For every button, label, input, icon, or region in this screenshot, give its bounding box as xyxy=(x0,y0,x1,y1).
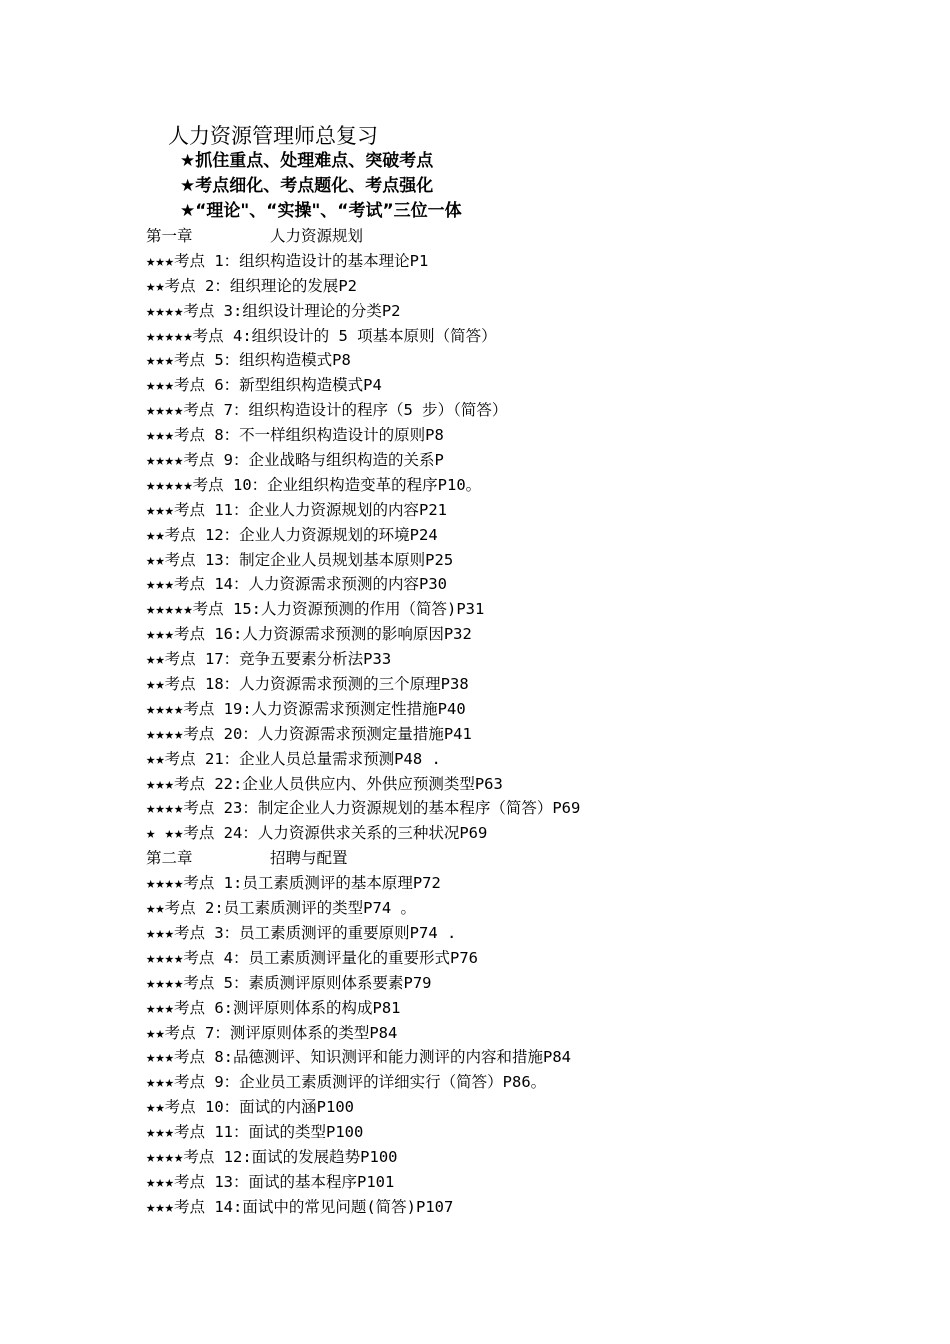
exam-point-item: ★★★★考点 23：制定企业人力资源规划的基本程序（简答）P69 xyxy=(146,799,581,818)
exam-point-item: ★★★考点 22:企业人员供应内、外供应预测类型P63 xyxy=(146,774,503,793)
exam-point-item: ★★★考点 11：面试的类型P100 xyxy=(146,1123,364,1142)
exam-point-item: ★★★★考点 12:面试的发展趋势P100 xyxy=(146,1147,398,1166)
exam-point-item: ★★考点 10：面试的内涵P100 xyxy=(146,1098,354,1117)
document-title: 人力资源管理师总复习 xyxy=(168,124,378,148)
chapter-heading xyxy=(146,846,936,871)
chapter-name: 人力资源规划 xyxy=(270,227,364,245)
exam-point-item: ★★★考点 14:面试中的常见问题(简答)P107 xyxy=(146,1197,454,1216)
exam-point-item: ★★考点 18：人力资源需求预测的三个原理P38 xyxy=(146,675,469,694)
exam-point-item: ★★★考点 3：员工素质测评的重要原则P74 . xyxy=(146,923,457,942)
exam-point-item: ★★★★考点 3:组织设计理论的分类P2 xyxy=(146,301,401,320)
exam-point-item: ★★考点 12：企业人力资源规划的环境P24 xyxy=(146,525,438,544)
slogan-line: ★考点细化、考点题化、考点强化 xyxy=(180,176,434,196)
exam-point-item: ★★★考点 14：人力资源需求预测的内容P30 xyxy=(146,575,447,594)
exam-point-item: ★★★★考点 1:员工素质测评的基本原理P72 xyxy=(146,874,441,893)
exam-point-item: ★★★考点 8:品德测评、知识测评和能力测评的内容和措施P84 xyxy=(146,1048,571,1067)
exam-point-item: ★★考点 13：制定企业人员规划基本原则P25 xyxy=(146,550,454,569)
exam-point-item: ★★考点 17：竞争五要素分析法P33 xyxy=(146,650,392,669)
chapter-name: 招聘与配置 xyxy=(270,849,348,868)
exam-point-item: ★★★★考点 5：素质测评原则体系要素P79 xyxy=(146,973,432,992)
exam-point-item: ★★★★★考点 4:组织设计的 5 项基本原则（简答） xyxy=(146,326,497,345)
exam-point-item: ★★★★考点 7：组织构造设计的程序（5 步）（简答） xyxy=(146,401,508,420)
exam-point-item: ★★★考点 8：不一样组织构造设计的原则P8 xyxy=(146,426,444,445)
exam-point-item: ★★考点 21：企业人员总量需求预测P48 . xyxy=(146,749,441,768)
exam-point-item: ★★★考点 13：面试的基本程序P101 xyxy=(146,1172,395,1191)
exam-point-item: ★★★考点 16:人力资源需求预测的影响原因P32 xyxy=(146,625,472,644)
exam-point-item: ★★★考点 1：组织构造设计的基本理论P1 xyxy=(146,251,429,270)
slogan-line: ★“理论"、“实操"、“考试”三位一体 xyxy=(180,201,462,221)
chapter-number: 第一章 xyxy=(146,227,193,245)
exam-point-item: ★★★★考点 4：员工素质测评量化的重要形式P76 xyxy=(146,948,478,967)
outline-body xyxy=(146,224,936,1220)
exam-point-item: ★★★★考点 9：企业战略与组织构造的关系P xyxy=(146,451,444,470)
exam-point-item: ★★考点 2:员工素质测评的类型P74 。 xyxy=(146,899,416,918)
exam-point-item: ★★★考点 6:测评原则体系的构成P81 xyxy=(146,998,401,1017)
slogan-list xyxy=(180,149,462,224)
exam-point-item: ★★考点 7：测评原则体系的类型P84 xyxy=(146,1023,398,1042)
exam-point-item: ★★★考点 5：组织构造模式P8 xyxy=(146,351,351,370)
exam-point-item: ★★考点 2：组织理论的发展P2 xyxy=(146,276,357,295)
exam-point-item: ★★★考点 9：企业员工素质测评的详细实行（简答）P86。 xyxy=(146,1073,547,1092)
exam-point-item: ★ ★★考点 24：人力资源供求关系的三种状况P69 xyxy=(146,824,488,843)
exam-point-item: ★★★★考点 19:人力资源需求预测定性措施P40 xyxy=(146,699,466,718)
chapter-number: 第二章 xyxy=(146,849,193,868)
exam-point-item: ★★★★★考点 15:人力资源预测的作用（简答)P31 xyxy=(146,600,485,619)
exam-point-item: ★★★★考点 20：人力资源需求预测定量措施P41 xyxy=(146,724,472,743)
exam-point-item: ★★★考点 6：新型组织构造模式P4 xyxy=(146,376,382,395)
exam-point-item: ★★★★★考点 10：企业组织构造变革的程序P10。 xyxy=(146,475,482,494)
chapter-heading xyxy=(146,224,936,249)
slogan-line: ★抓住重点、处理难点、突破考点 xyxy=(180,151,434,171)
exam-point-item: ★★★考点 11：企业人力资源规划的内容P21 xyxy=(146,500,447,519)
